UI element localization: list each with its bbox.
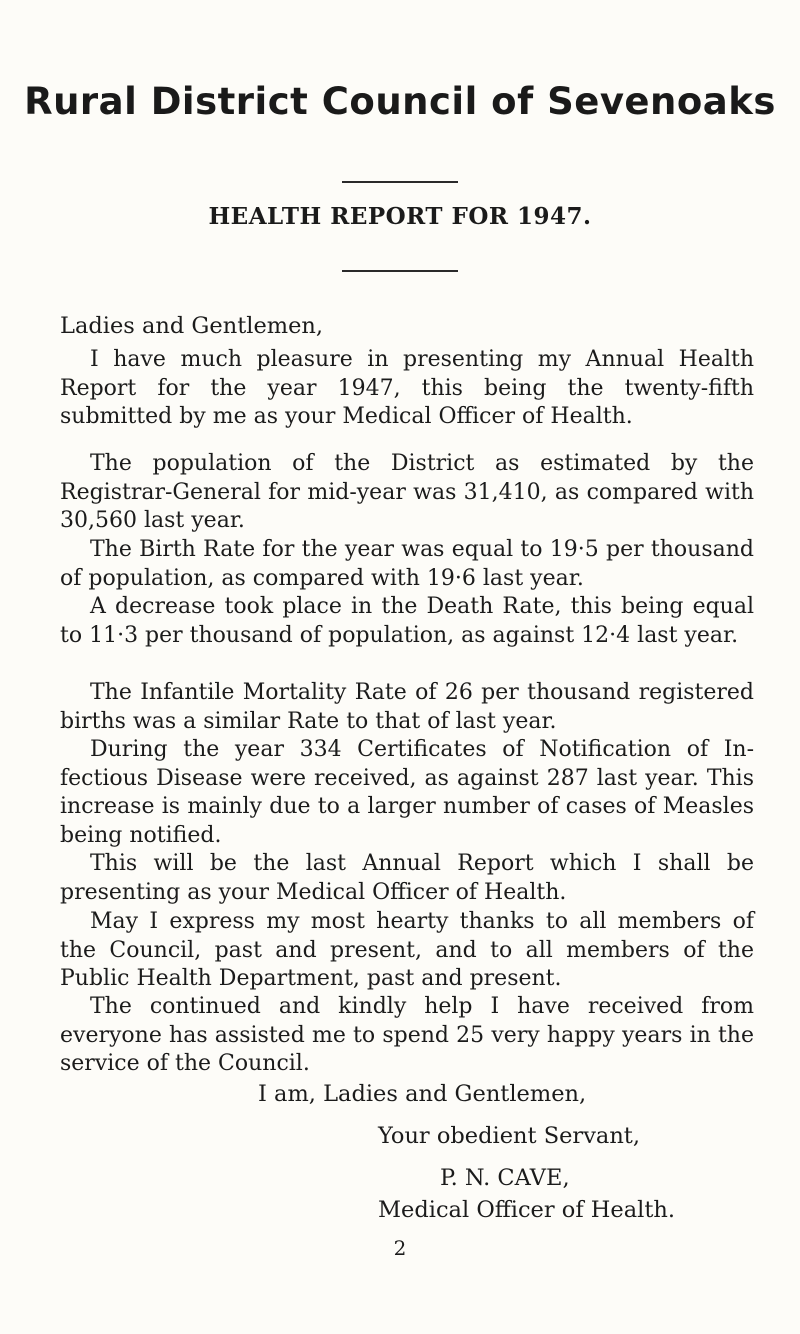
report-title: HEALTH REPORT FOR 1947. bbox=[208, 203, 592, 230]
paragraph-service: The continued and kindly help I have received from everyone has assisted me to spend 25 very happy years in the service of the Council. bbox=[60, 994, 754, 1076]
paragraph-thanks: May I express my most hearty thanks to all members of the Council, past and present, and to all members of the Public Health Department, past and present. bbox=[60, 909, 754, 991]
paragraph-infectious-disease: During the year 334 Certificates of Notification of Infectious Disease were received, as against 287 last year. This increase is mainly due to a larger number of cases of Measles being notified. bbox=[60, 737, 754, 848]
paragraph-population: The population of the District as estimated by the Registrar-General for mid-year was 31,410, as compared with 30,560 last year. bbox=[60, 451, 754, 533]
salutation: Ladies and Gentlemen, bbox=[60, 313, 324, 339]
closing-greeting: I am, Ladies and Gentlemen, bbox=[258, 1081, 587, 1107]
council-heading: Rural District Council of Sevenoaks bbox=[24, 80, 776, 123]
paragraph-last-report: This will be the last Annual Report which I shall be presenting as your Medical Officer of Health. bbox=[60, 851, 754, 905]
paragraph-introduction: I have much pleasure in presenting my Annual Health Report for the year 1947, this being the twenty-fifth submitted by me as your Medical Officer of Health. bbox=[60, 347, 754, 429]
paragraph-birth-rate: The Birth Rate for the year was equal to 19·5 per thousand of population, as compared with 19·6 last year. bbox=[60, 537, 754, 591]
closing-valediction: Your obedient Servant, bbox=[378, 1123, 641, 1149]
bottom-divider bbox=[342, 270, 458, 272]
top-divider bbox=[342, 181, 458, 183]
signature-title: Medical Officer of Health. bbox=[378, 1197, 676, 1223]
paragraph-infant-mortality: The Infantile Mortality Rate of 26 per thousand registered births was a similar Rate to that of last year. bbox=[60, 680, 754, 734]
signature-name: P. N. CAVE, bbox=[440, 1165, 570, 1191]
page-number: 2 bbox=[393, 1236, 407, 1260]
paragraph-death-rate: A decrease took place in the Death Rate, this being equal to 11·3 per thousand of population, as against 12·4 last year. bbox=[60, 594, 754, 648]
